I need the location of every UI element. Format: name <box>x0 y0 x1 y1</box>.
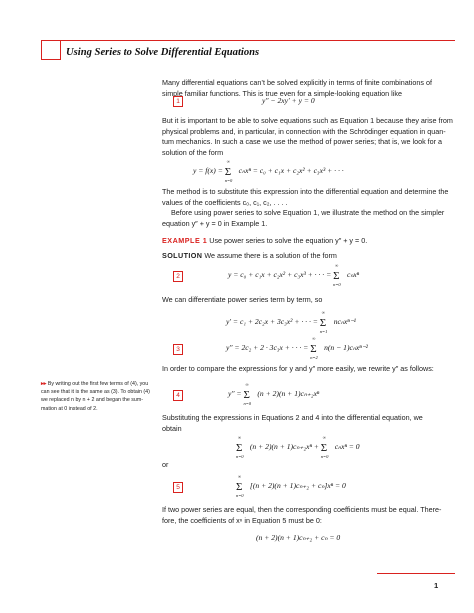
equation-substituted <box>236 435 360 459</box>
equation-number-4: 4 <box>173 390 183 401</box>
margin-note-line: can see that it is the same as (3). To obtain (4) <box>41 389 150 396</box>
text-line: or <box>162 460 169 469</box>
equation-final: (n + 2)(n + 1)cₙ₊₂ + cₙ = 0 <box>256 533 341 542</box>
sum-lower-limit: n=0 <box>236 493 244 498</box>
equation-4 <box>228 382 320 406</box>
paragraph-substitute <box>162 413 462 434</box>
equation-2-rhs: cₙxⁿ <box>347 270 360 279</box>
header-rule <box>41 40 455 41</box>
equation-3-rhs: n(n − 1)cₙxⁿ⁻² <box>324 343 368 352</box>
sum-lower-limit: n=0 <box>320 454 329 459</box>
sum-upper-limit: ∞ <box>335 263 339 268</box>
footer-rule <box>377 573 455 574</box>
margin-note <box>41 380 150 413</box>
equation-y-prime <box>226 310 356 334</box>
equation-4-lhs: y″ = <box>228 389 244 398</box>
equation-1: y″ − 2xy′ + y = 0 <box>262 96 315 105</box>
paragraph-or <box>162 460 462 471</box>
text-line: equation y″ + y = 0 in Example 1. <box>162 218 268 228</box>
summation: ∞ Σ n=0 <box>320 435 329 459</box>
substituted-first-term: (n + 2)(n + 1)cₙ₊₂xⁿ + <box>249 442 321 451</box>
paragraph-differentiate <box>162 295 462 306</box>
sum-lower-limit: n=0 <box>333 282 341 287</box>
equation-4-rhs: (n + 2)(n + 1)cₙ₊₂xⁿ <box>257 389 320 398</box>
sum-lower-limit: n=1 <box>319 329 328 334</box>
summation: ∞ Σ n=0 <box>243 382 252 406</box>
sum-lower-limit: n=2 <box>310 355 318 360</box>
paragraph-before-example <box>162 208 462 229</box>
equation-2 <box>228 263 360 287</box>
text-line: We can differentiate power series term by term, so <box>162 295 323 304</box>
sum-upper-limit: ∞ <box>238 474 242 479</box>
paragraph-method <box>162 187 462 208</box>
sum-upper-limit: ∞ <box>321 310 325 315</box>
solution-heading <box>162 251 462 262</box>
text-line: tum mechanics. In such a case we use the method of power series; that is, we look for a <box>162 137 443 147</box>
equation-3 <box>226 336 368 360</box>
margin-note-line: By writing out the first few terms of (4), you <box>47 381 149 387</box>
summation: ∞ Σ n=0 <box>236 474 244 498</box>
sum-upper-limit: ∞ <box>322 435 326 440</box>
y-prime-lhs: y′ = c₁ + 2c₂x + 3c₃x² + · · · = <box>226 317 320 326</box>
text-line: If two power series are equal, then the corresponding coefficients must be equal. There- <box>162 505 442 514</box>
equation-5-body: [(n + 2)(n + 1)cₙ₊₂ + cₙ]xⁿ = 0 <box>249 481 346 490</box>
text-line: The method is to substitute this expression into the differential equation and determine the <box>162 187 449 196</box>
text-line: Many differential equations can’t be solved explicitly in terms of finite combinations of <box>162 78 432 87</box>
text-line: Substituting the expressions in Equations 2 and 4 into the differential equation, we <box>162 413 423 422</box>
example-text: Use power series to solve the equation y″ + y = 0. <box>209 236 368 245</box>
paragraph-schrodinger <box>162 116 462 158</box>
text-line: solution of the form <box>162 147 224 157</box>
equation-number-1: 1 <box>173 96 183 107</box>
text-line: physical problems and, in particular, in connection with the Schrödinger equation in quan- <box>162 126 446 136</box>
margin-note-line: mation at 0 instead of 2. <box>41 405 98 412</box>
series-form-lhs: y = f(x) = <box>193 166 225 175</box>
margin-note-arrow-icon: ▸▸ <box>41 381 47 387</box>
substituted-second-term: cₙxⁿ = 0 <box>334 442 360 451</box>
sum-upper-limit: ∞ <box>238 435 242 440</box>
equation-2-lhs: y = c₀ + c₁x + c₂x² + c₃x³ + · · · = <box>228 270 334 279</box>
sum-upper-limit: ∞ <box>245 382 249 387</box>
text-line: In order to compare the expressions for y and y″ more easily, we rewrite y″ as follows: <box>162 364 434 373</box>
equation-number-5: 5 <box>173 482 183 493</box>
summation: ∞ Σ n=0 <box>224 159 233 183</box>
equation-3-lhs: y″ = 2c₂ + 2 · 3c₃x + · · · = <box>226 343 311 352</box>
sum-upper-limit: ∞ <box>312 336 316 341</box>
text-line: Before using power series to solve Equation 1, we illustrate the method on the simpler <box>171 208 445 217</box>
summation: ∞ Σ n=1 <box>319 310 328 334</box>
text-line: simple familiar functions. This is true even for a simple-looking equation like <box>162 88 402 98</box>
sum-lower-limit: n=0 <box>243 401 252 406</box>
paragraph-coefficients <box>162 505 462 526</box>
series-form-rhs: cₙxⁿ = c₀ + c₁x + c₂x² + c₃x³ + · · · <box>238 166 344 175</box>
text-line: obtain <box>162 423 182 433</box>
solution-text: We assume there is a solution of the form <box>204 251 337 260</box>
page-title: Using Series to Solve Differential Equations <box>66 47 260 58</box>
example-label: EXAMPLE 1 <box>162 236 208 245</box>
equation-number-3: 3 <box>173 344 183 355</box>
header-box <box>41 40 61 60</box>
text-line: values of the coefficients c₀, c₁, c₂, . . . . <box>162 197 288 207</box>
sum-lower-limit: n=0 <box>224 178 233 183</box>
series-form-equation <box>193 159 344 183</box>
sum-lower-limit: n=0 <box>236 454 244 459</box>
summation: ∞ Σ n=0 <box>333 263 341 287</box>
margin-note-line: we replaced n by n + 2 and began the sum- <box>41 397 144 404</box>
page-number: 1 <box>434 581 439 590</box>
equation-5 <box>236 474 346 498</box>
y-prime-rhs: ncₙxⁿ⁻¹ <box>333 317 356 326</box>
text-line: But it is important to be able to solve equations such as Equation 1 because they arise from <box>162 116 453 125</box>
summation: ∞ Σ n=0 <box>236 435 244 459</box>
paragraph-rewrite <box>162 364 462 375</box>
summation: ∞ Σ n=2 <box>310 336 318 360</box>
example-heading <box>162 236 462 247</box>
sum-upper-limit: ∞ <box>226 159 230 164</box>
text-line: fore, the coefficients of xⁿ in Equation 5 must be 0: <box>162 515 322 525</box>
equation-number-2: 2 <box>173 271 183 282</box>
solution-label: SOLUTION <box>162 251 203 260</box>
